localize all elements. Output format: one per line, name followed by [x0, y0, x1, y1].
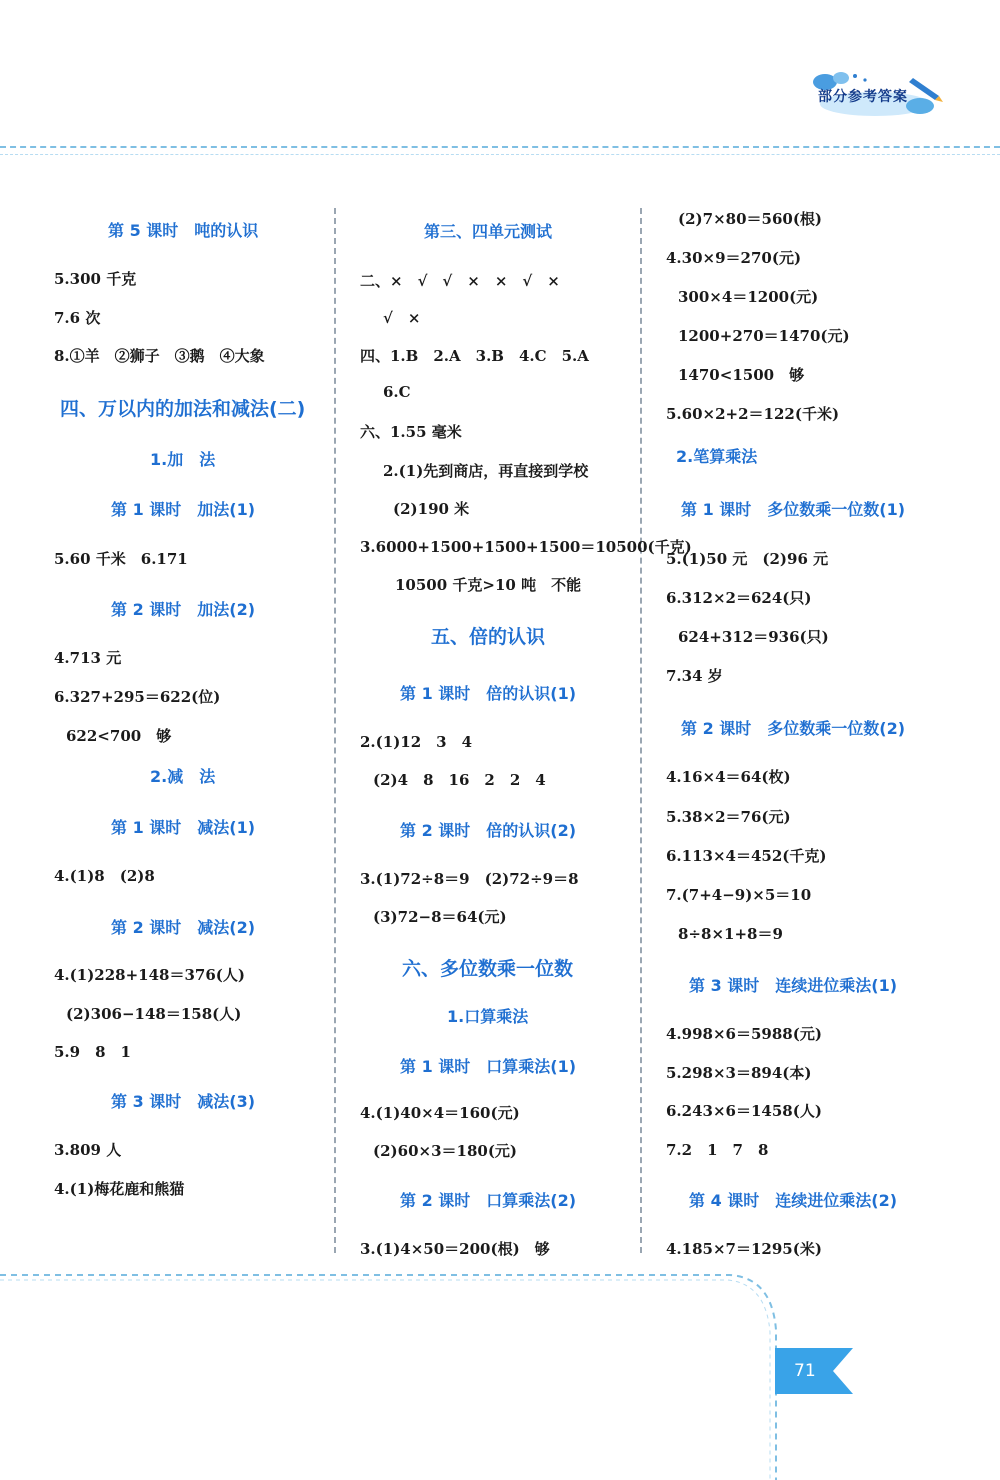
answer-line: 300×4＝1200(元): [678, 288, 819, 306]
answer-line: 3.6000+1500+1500+1500＝10500(千克): [360, 538, 692, 556]
answer-line: 4.(1)8 (2)8: [54, 867, 155, 885]
lesson-heading: 1.加 法: [150, 450, 216, 469]
chapter-heading: 四、万以内的加法和减法(二): [60, 398, 306, 420]
answer-line: 4.16×4＝64(枚): [666, 768, 791, 786]
answer-line: 5.300 千克: [54, 270, 137, 288]
answer-line: 4.713 元: [54, 649, 122, 667]
answer-line: 6.113×4＝452(千克): [666, 847, 827, 865]
lesson-heading: 第 2 课时 口算乘法(2): [400, 1191, 577, 1210]
lesson-heading: 第 1 课时 减法(1): [111, 818, 256, 837]
answer-line: 7.2 1 7 8: [666, 1141, 769, 1159]
column-divider: [334, 208, 336, 1253]
answer-line: 622<700 够: [66, 727, 172, 745]
answer-line: 624+312＝936(只): [678, 628, 829, 646]
answer-line: 5.60 千米 6.171: [54, 550, 188, 568]
lesson-heading: 1.口算乘法: [447, 1007, 529, 1026]
answer-line: 4.(1)40×4＝160(元): [360, 1104, 520, 1122]
answer-line: 3.(1)4×50＝200(根) 够: [360, 1240, 550, 1258]
answer-line: 5.60×2+2＝122(千米): [666, 405, 840, 423]
answer-line: 6.327+295＝622(位): [54, 688, 221, 706]
answer-line: (2)190 米: [393, 500, 470, 518]
lesson-heading: 第 5 课时 吨的认识: [108, 221, 259, 240]
answer-line: √ ×: [383, 309, 421, 327]
answer-line: 5.9 8 1: [54, 1043, 131, 1061]
answer-line: 7.34 岁: [666, 667, 723, 685]
lesson-heading: 第 3 课时 连续进位乘法(1): [689, 976, 898, 995]
chapter-heading: 六、多位数乘一位数: [402, 958, 574, 980]
lesson-heading: 第 1 课时 倍的认识(1): [400, 684, 577, 703]
answer-line: 二、× √ √ × × √ ×: [360, 272, 560, 290]
answer-line: 6.312×2＝624(只): [666, 589, 812, 607]
answer-line: 2.(1)先到商店，再直接到学校: [383, 462, 589, 480]
header-rule: [0, 146, 1000, 155]
lesson-heading: 第 2 课时 减法(2): [111, 918, 256, 937]
lesson-heading: 2.笔算乘法: [676, 447, 758, 466]
answer-line: 8÷8×1+8＝9: [678, 925, 783, 943]
answer-line: (2)60×3＝180(元): [373, 1142, 518, 1160]
answer-line: 6.C: [383, 383, 411, 401]
answer-line: 4.30×9＝270(元): [666, 249, 802, 267]
lesson-heading: 第 2 课时 多位数乘一位数(2): [681, 719, 906, 738]
lesson-heading: 第 2 课时 加法(2): [111, 600, 256, 619]
answer-line: 1200+270＝1470(元): [678, 327, 850, 345]
lesson-heading: 第 3 课时 减法(3): [111, 1092, 256, 1111]
answer-line: 4.185×7＝1295(米): [666, 1240, 822, 1258]
answer-line: 4.(1)梅花鹿和熊猫: [54, 1180, 185, 1198]
lesson-heading: 第 1 课时 加法(1): [111, 500, 256, 519]
page-number: 71: [794, 1361, 816, 1381]
answer-line: 2.(1)12 3 4: [360, 733, 473, 751]
answer-line: 7.6 次: [54, 309, 101, 327]
answer-line: (2)7×80＝560(根): [678, 210, 823, 228]
answer-line: 4.998×6＝5988(元): [666, 1025, 822, 1043]
answer-line: 六、1.55 毫米: [360, 423, 462, 441]
answer-line: 8.①羊 ②狮子 ③鹅 ④大象: [54, 347, 265, 365]
answer-line: 7.(7+4−9)×5＝10: [666, 886, 812, 904]
lesson-heading: 第三、四单元测试: [424, 222, 553, 241]
lesson-heading: 第 2 课时 倍的认识(2): [400, 821, 577, 840]
answer-line: 3.(1)72÷8＝9 (2)72÷9＝8: [360, 870, 579, 888]
answer-line: 四、1.B 2.A 3.B 4.C 5.A: [360, 347, 589, 365]
answer-line: (2)306−148＝158(人): [66, 1005, 242, 1023]
answer-line: 3.809 人: [54, 1141, 122, 1159]
answer-line: 5.(1)50 元 (2)96 元: [666, 550, 829, 568]
answer-line: 10500 千克>10 吨 不能: [395, 576, 582, 594]
chapter-heading: 五、倍的认识: [431, 626, 546, 648]
answer-line: 1470<1500 够: [678, 366, 805, 384]
lesson-heading: 第 4 课时 连续进位乘法(2): [689, 1191, 898, 1210]
lesson-heading: 第 1 课时 口算乘法(1): [400, 1057, 577, 1076]
answer-line: 5.38×2＝76(元): [666, 808, 791, 826]
column-divider: [640, 208, 642, 1253]
answer-line: 5.298×3＝894(本): [666, 1064, 812, 1082]
lesson-heading: 第 1 课时 多位数乘一位数(1): [681, 500, 906, 519]
header-banner-title: 部分参考答案: [818, 89, 908, 105]
answer-line: 6.243×6＝1458(人): [666, 1102, 822, 1120]
answer-line: (2)4 8 16 2 2 4: [373, 771, 546, 789]
answer-line: 4.(1)228+148＝376(人): [54, 966, 245, 984]
answer-line: (3)72−8＝64(元): [373, 908, 507, 926]
lesson-heading: 2.减 法: [150, 767, 216, 786]
